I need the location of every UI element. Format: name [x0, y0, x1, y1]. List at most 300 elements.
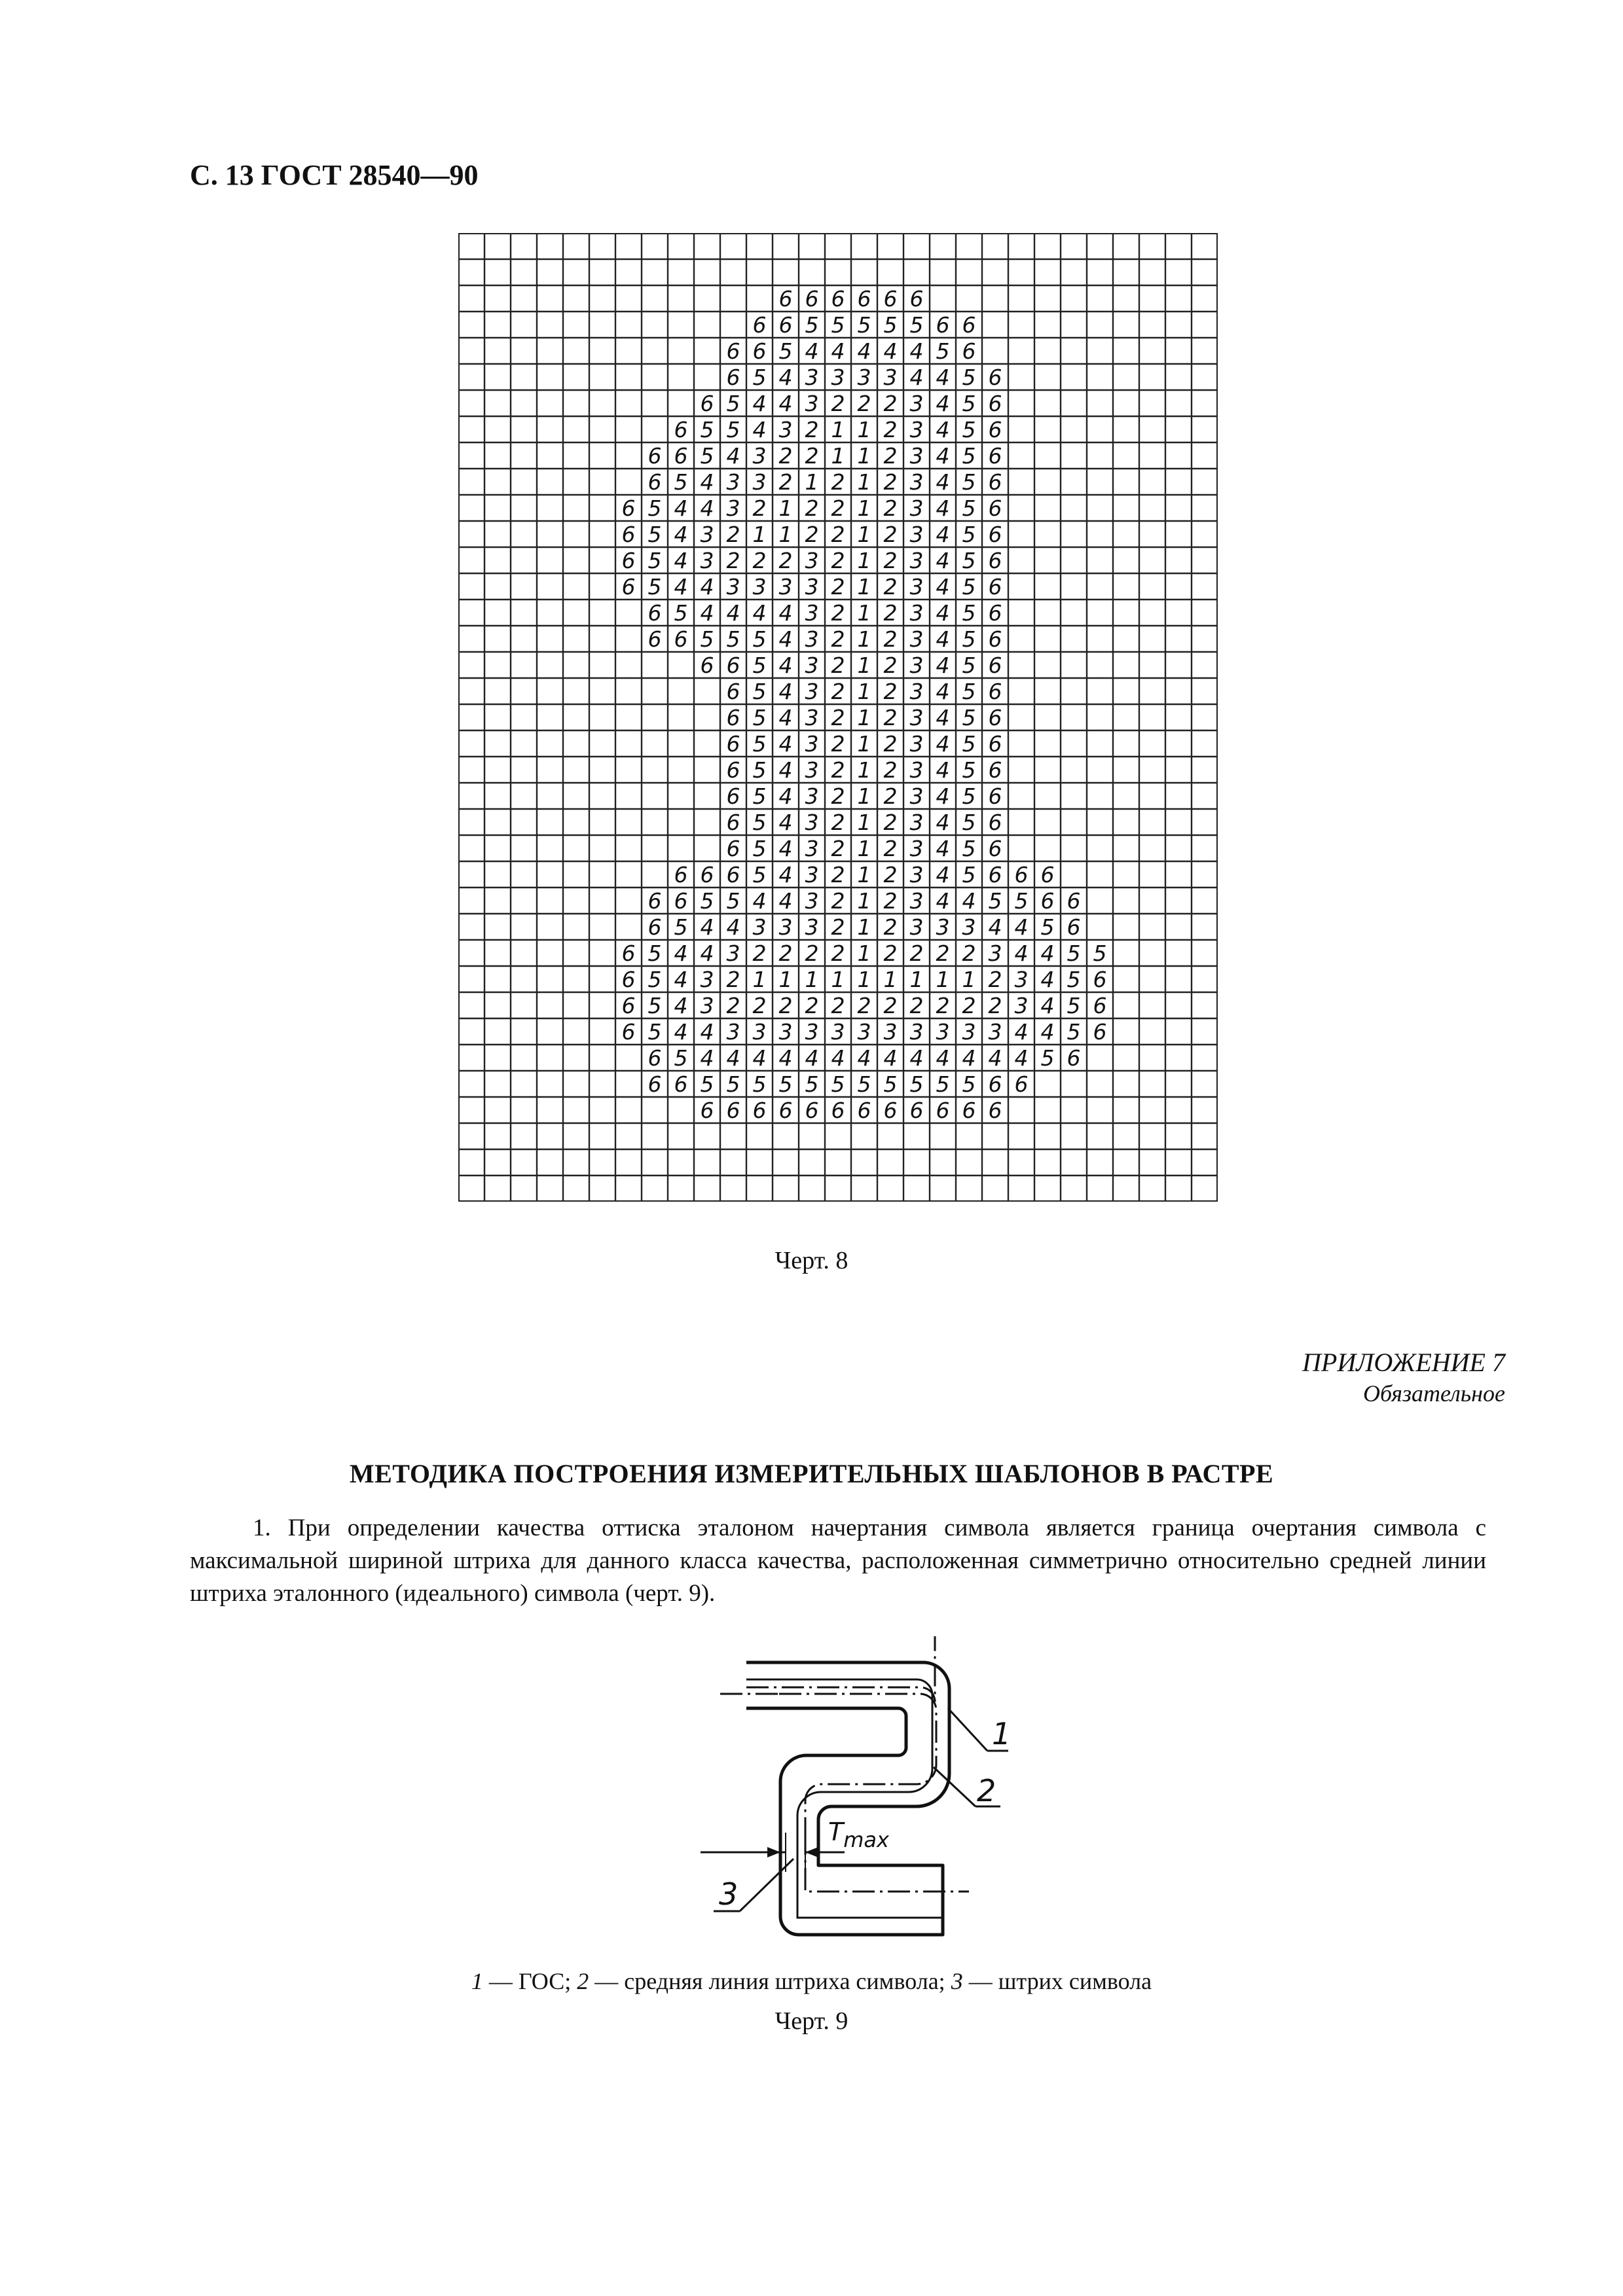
grid-cell-value: 2 — [831, 810, 845, 835]
grid-cell-value: 6 — [1067, 888, 1081, 914]
grid-cell-value: 2 — [831, 679, 845, 704]
grid-cell-value: 4 — [752, 600, 767, 626]
grid-cell-value: 2 — [883, 783, 898, 809]
grid-cell-value: 6 — [621, 993, 636, 1018]
grid-cell-value: 3 — [909, 626, 924, 652]
grid-cell-value: 5 — [752, 731, 767, 757]
grid-cell-value: 4 — [1040, 1019, 1055, 1045]
grid-cell-value: 6 — [988, 548, 1002, 573]
callout-2: 2 — [977, 1773, 996, 1808]
grid-cell-value: 2 — [883, 941, 898, 966]
grid-cell-value: 3 — [700, 522, 714, 547]
grid-cell-value: 6 — [883, 1098, 898, 1123]
grid-cell-value: 6 — [1093, 967, 1107, 992]
grid-cell-value: 3 — [909, 548, 924, 573]
grid-cell-value: 5 — [1040, 914, 1055, 940]
grid-cell-value: 2 — [752, 993, 767, 1018]
grid-cell-value: 4 — [778, 731, 793, 757]
grid-cell-value: 2 — [831, 653, 845, 678]
grid-cell-value: 6 — [962, 338, 976, 364]
grid-cell-value: 4 — [778, 705, 793, 730]
grid-cell-value: 5 — [752, 1071, 767, 1097]
grid-cell-value: 6 — [726, 1098, 740, 1123]
grid-cell-value: 2 — [831, 783, 845, 809]
grid-cell-value: 5 — [1067, 967, 1081, 992]
grid-cell-value: 2 — [883, 888, 898, 914]
legend-t3: — штрих символа — [962, 1968, 1152, 1994]
grid-cell-value: 3 — [752, 574, 767, 600]
grid-cell-value: 3 — [857, 1019, 871, 1045]
grid-cell-value: 3 — [700, 993, 714, 1018]
grid-cell-value: 1 — [752, 967, 767, 992]
grid-cell-value: 3 — [805, 574, 819, 600]
grid-cell-value: 4 — [674, 993, 688, 1018]
grid-cell-value: 3 — [909, 731, 924, 757]
grid-cell-value: 5 — [1014, 888, 1029, 914]
grid-cell-value: 4 — [700, 495, 714, 521]
grid-cell-value: 4 — [778, 836, 793, 861]
figure-9-legend — [0, 1967, 1623, 1995]
grid-cell-value: 3 — [936, 1019, 950, 1045]
grid-cell-value: 6 — [647, 1045, 662, 1071]
grid-cell-value: 6 — [988, 365, 1002, 390]
grid-cell-value: 4 — [936, 548, 950, 573]
grid-cell-value: 5 — [647, 522, 662, 547]
tmax-label — [828, 1818, 890, 1852]
grid-cell-value: 6 — [647, 469, 662, 495]
grid-cell-value: 6 — [726, 757, 740, 783]
grid-cell-value: 4 — [936, 365, 950, 390]
grid-cell-value: 3 — [805, 888, 819, 914]
grid-cell-value: 4 — [1014, 914, 1029, 940]
grid-cell-value: 4 — [936, 653, 950, 678]
grid-cell-value: 6 — [1040, 862, 1055, 888]
grid-cell-value: 2 — [805, 941, 819, 966]
grid-cell-value: 5 — [726, 626, 740, 652]
grid-cell-value: 6 — [700, 653, 714, 678]
grid-cell-value: 3 — [752, 914, 767, 940]
grid-cell-value: 2 — [778, 548, 793, 573]
grid-cell-value: 5 — [647, 548, 662, 573]
grid-cell-value: 6 — [621, 967, 636, 992]
grid-cell-value: 6 — [726, 679, 740, 704]
section-title: МЕТОДИКА ПОСТРОЕНИЯ ИЗМЕРИТЕЛЬНЫХ ШАБЛОНОВ В РАСТРЕ — [349, 1459, 1274, 1488]
grid-cell-value: 4 — [936, 705, 950, 730]
grid-cell-value: 1 — [857, 679, 871, 704]
grid-cell-value: 3 — [909, 417, 924, 442]
grid-cell-value: 5 — [647, 993, 662, 1018]
grid-cell-value: 5 — [1067, 993, 1081, 1018]
grid-cell-value: 2 — [726, 548, 740, 573]
grid-cell-value: 4 — [752, 1045, 767, 1071]
grid-cell-value: 1 — [857, 914, 871, 940]
grid-cell-value: 3 — [909, 862, 924, 888]
grid-cell-value: 3 — [883, 365, 898, 390]
grid-cell-value: 6 — [936, 1098, 950, 1123]
grid-cell-value: 4 — [752, 417, 767, 442]
grid-cell-value: 2 — [962, 993, 976, 1018]
grid-cell-value: 4 — [674, 1019, 688, 1045]
grid-cell-value: 6 — [752, 338, 767, 364]
grid-cell-value: 6 — [647, 443, 662, 469]
grid-cell-value: 5 — [752, 783, 767, 809]
grid-cell-value: 4 — [700, 914, 714, 940]
grid-cell-value: 2 — [936, 993, 950, 1018]
grid-cell-value: 4 — [936, 888, 950, 914]
grid-cell-value: 2 — [883, 993, 898, 1018]
grid-cell-value: 1 — [831, 417, 845, 442]
grid-cell-value: 1 — [857, 495, 871, 521]
grid-cell-value: 4 — [909, 1045, 924, 1071]
grid-cell-value: 6 — [778, 286, 793, 312]
grid-cell-value: 2 — [831, 705, 845, 730]
grid-cell-value: 6 — [805, 286, 819, 312]
grid-cell-value: 2 — [752, 941, 767, 966]
grid-cell-value: 2 — [883, 548, 898, 573]
grid-cell-value: 6 — [883, 286, 898, 312]
grid-cell-value: 4 — [1040, 941, 1055, 966]
grid-cell-value: 5 — [674, 1045, 688, 1071]
grid-cell-value: 3 — [909, 443, 924, 469]
grid-cell-value: 4 — [936, 574, 950, 600]
grid-cell-value: 5 — [962, 679, 976, 704]
appendix-subtitle: Обязательное — [1363, 1380, 1505, 1407]
grid-cell-value: 5 — [674, 914, 688, 940]
grid-cell-value: 1 — [857, 705, 871, 730]
grid-cell-value: 5 — [1093, 941, 1107, 966]
grid-cell-value: 5 — [988, 888, 1002, 914]
grid-cell-value: 6 — [726, 836, 740, 861]
grid-cell-value: 6 — [988, 705, 1002, 730]
grid-cell-value: 4 — [936, 600, 950, 626]
grid-cell-value: 6 — [1040, 888, 1055, 914]
grid-cell-value: 5 — [909, 312, 924, 338]
grid-cell-value: 6 — [988, 836, 1002, 861]
grid-cell-value: 3 — [805, 365, 819, 390]
grid-cell-value: 4 — [936, 783, 950, 809]
grid-cell-value: 3 — [805, 810, 819, 835]
grid-cell-value: 3 — [936, 914, 950, 940]
grid-cell-value: 1 — [857, 600, 871, 626]
grid-cell-value: 2 — [831, 757, 845, 783]
grid-cell-value: 5 — [962, 522, 976, 547]
grid-cell-value: 2 — [805, 443, 819, 469]
grid-cell-value: 2 — [778, 443, 793, 469]
grid-cell-value: 5 — [647, 967, 662, 992]
grid-cell-value: 1 — [857, 574, 871, 600]
grid-cell-value: 6 — [988, 417, 1002, 442]
grid-cell-value: 4 — [962, 888, 976, 914]
grid-cell-value: 3 — [805, 914, 819, 940]
grid-cell-value: 4 — [936, 1045, 950, 1071]
grid-cell-value: 3 — [909, 1019, 924, 1045]
grid-cell-value: 6 — [988, 391, 1002, 416]
grid-cell-value: 2 — [883, 574, 898, 600]
grid-cell-value: 1 — [909, 967, 924, 992]
grid-cell-value: 3 — [909, 495, 924, 521]
grid-cell-value: 5 — [752, 862, 767, 888]
grid-cell-value: 5 — [726, 391, 740, 416]
grid-cell-value: 6 — [621, 495, 636, 521]
grid-cell-value: 5 — [962, 365, 976, 390]
grid-cell-value: 6 — [621, 574, 636, 600]
tmax-main: T — [828, 1818, 844, 1846]
grid-cell-value: 4 — [778, 862, 793, 888]
grid-cell-value: 3 — [988, 1019, 1002, 1045]
grid-cell-value: 3 — [909, 574, 924, 600]
grid-cell-value: 1 — [752, 522, 767, 547]
grid-cell-value: 5 — [962, 757, 976, 783]
grid-cell-value: 2 — [831, 574, 845, 600]
grid-cell-value: 4 — [988, 914, 1002, 940]
grid-cell-value: 2 — [883, 810, 898, 835]
grid-cell-value: 5 — [962, 705, 976, 730]
grid-cell-value: 2 — [883, 469, 898, 495]
grid-cell-value: 5 — [778, 1071, 793, 1097]
grid-cell-value: 3 — [1014, 967, 1029, 992]
grid-cell-value: 1 — [857, 731, 871, 757]
grid-cell-value: 5 — [936, 1071, 950, 1097]
grid-cell-value: 4 — [778, 365, 793, 390]
grid-cell-value: 4 — [778, 1045, 793, 1071]
grid-cell-value: 2 — [883, 600, 898, 626]
grid-cell-value: 5 — [726, 1071, 740, 1097]
paragraph-1 — [190, 1512, 1486, 1610]
grid-cell-value: 4 — [778, 783, 793, 809]
grid-cell-value: 6 — [962, 1098, 976, 1123]
grid-cell-value: 1 — [778, 522, 793, 547]
grid-cell-value: 1 — [936, 967, 950, 992]
grid-cell-value: 2 — [752, 495, 767, 521]
grid-cell-value: 2 — [778, 993, 793, 1018]
grid-cell-value: 5 — [752, 626, 767, 652]
grid-cell-value: 1 — [857, 941, 871, 966]
grid-cell-value: 4 — [674, 495, 688, 521]
grid-cell-value: 2 — [883, 417, 898, 442]
grid-cell-value: 5 — [726, 417, 740, 442]
grid-cell-value: 4 — [936, 862, 950, 888]
grid-cell-value: 5 — [700, 888, 714, 914]
symbol-stroke — [746, 1679, 943, 1918]
grid-cell-value: 2 — [778, 469, 793, 495]
grid-cell-value: 4 — [778, 810, 793, 835]
legend-n1: 1 — [471, 1968, 483, 1994]
grid-cell-value: 4 — [778, 679, 793, 704]
grid-cell-value: 5 — [1040, 1045, 1055, 1071]
grid-cell-value: 6 — [988, 574, 1002, 600]
grid-cell-value: 1 — [857, 548, 871, 573]
grid-cell-value: 3 — [909, 679, 924, 704]
grid-cell-value: 3 — [909, 600, 924, 626]
grid-cell-value: 5 — [647, 495, 662, 521]
grid-cell-value: 3 — [805, 783, 819, 809]
grid-cell-value: 5 — [700, 417, 714, 442]
grid-cell-value: 6 — [1014, 1071, 1029, 1097]
grid-cell-value: 1 — [831, 967, 845, 992]
grid-cell-value: 6 — [674, 443, 688, 469]
grid-cell-value: 4 — [778, 888, 793, 914]
grid-cell-value: 3 — [962, 1019, 976, 1045]
grid-cell-value: 1 — [805, 967, 819, 992]
grid-cell-value: 3 — [726, 574, 740, 600]
grid-cell-value: 5 — [752, 679, 767, 704]
grid-cell-value: 5 — [674, 600, 688, 626]
grid-cell-value: 2 — [883, 626, 898, 652]
grid-cell-value: 5 — [962, 495, 976, 521]
tmax-sub: max — [843, 1827, 889, 1852]
grid-cell-value: 5 — [909, 1071, 924, 1097]
grid-cell-value: 2 — [883, 731, 898, 757]
grid-cell-value: 3 — [883, 1019, 898, 1045]
grid-cell-value: 1 — [831, 443, 845, 469]
paragraph-1-text: 1. При определении качества оттиска эталоном начертания символа является граница очертания символа с максимальной шириной штриха для данного класса качества, расположенная симметрично относительно средней линии штриха эталонного (идеального) символа (черт. 9). — [190, 1515, 1486, 1607]
grid-cell-value: 4 — [752, 391, 767, 416]
grid-cell-value: 3 — [805, 548, 819, 573]
grid-cell-value: 2 — [831, 888, 845, 914]
grid-cell-value: 1 — [857, 626, 871, 652]
symbol-outer-boundary — [746, 1662, 949, 1935]
grid-cell-value: 6 — [831, 286, 845, 312]
grid-cell-value: 4 — [1014, 1045, 1029, 1071]
grid-cell-value: 4 — [936, 626, 950, 652]
grid-cell-value: 6 — [988, 862, 1002, 888]
grid-cell-value: 3 — [962, 914, 976, 940]
grid-cell-value: 6 — [700, 862, 714, 888]
grid-cell-value: 6 — [988, 1098, 1002, 1123]
grid-cell-value: 6 — [726, 653, 740, 678]
grid-cell-value: 2 — [883, 757, 898, 783]
grid-cell-value: 4 — [805, 338, 819, 364]
grid-cell-value: 1 — [883, 967, 898, 992]
grid-cell-value: 2 — [805, 495, 819, 521]
grid-cell-value: 1 — [857, 888, 871, 914]
grid-cell-value: 3 — [805, 679, 819, 704]
grid-cell-value: 4 — [936, 495, 950, 521]
figure-8-caption: Черт. 8 — [775, 1247, 848, 1274]
grid-cell-value: 4 — [674, 574, 688, 600]
grid-cell-value: 3 — [909, 653, 924, 678]
legend-t2: — средняя линия штриха символа; — [589, 1968, 951, 1994]
grid-cell-value: 3 — [805, 757, 819, 783]
grid-cell-value: 3 — [778, 1019, 793, 1045]
grid-cell-value: 6 — [988, 443, 1002, 469]
grid-cell-value: 4 — [726, 1045, 740, 1071]
grid-cell-value: 6 — [831, 1098, 845, 1123]
grid-cell-value: 4 — [674, 522, 688, 547]
grid-cell-value: 6 — [674, 1071, 688, 1097]
figure-9-drawing — [681, 1636, 1048, 1964]
grid-cell-value: 6 — [647, 1071, 662, 1097]
grid-cell-value: 4 — [962, 1045, 976, 1071]
legend-t1: — ГОС; — [483, 1968, 577, 1994]
grid-cell-value: 3 — [909, 705, 924, 730]
grid-cell-value: 6 — [988, 626, 1002, 652]
grid-cell-value: 5 — [962, 836, 976, 861]
grid-cell-value: 6 — [988, 810, 1002, 835]
grid-cell-value: 5 — [752, 705, 767, 730]
grid-cell-value: 4 — [778, 600, 793, 626]
grid-cell-value: 6 — [988, 469, 1002, 495]
grid-cell-value: 6 — [647, 626, 662, 652]
grid-cell-value: 1 — [857, 469, 871, 495]
grid-cell-value: 4 — [936, 391, 950, 416]
grid-cell-value: 4 — [700, 941, 714, 966]
grid-cell-value: 3 — [752, 443, 767, 469]
grid-cell-value: 2 — [883, 495, 898, 521]
grid-cell-value: 5 — [1067, 941, 1081, 966]
grid-cell-value: 1 — [857, 967, 871, 992]
figure-8-grid — [458, 233, 1218, 1202]
grid-cell-value: 3 — [805, 626, 819, 652]
grid-cell-value: 6 — [726, 338, 740, 364]
grid-cell-value: 5 — [962, 731, 976, 757]
grid-cell-value: 5 — [805, 312, 819, 338]
grid-cell-value: 1 — [778, 495, 793, 521]
grid-cell-value: 6 — [805, 1098, 819, 1123]
grid-cell-value: 4 — [752, 888, 767, 914]
grid-cell-value: 6 — [621, 548, 636, 573]
grid-cell-value: 3 — [909, 783, 924, 809]
grid-cell-value: 4 — [805, 1045, 819, 1071]
grid-cell-value: 6 — [988, 600, 1002, 626]
grid-cell-value: 3 — [909, 914, 924, 940]
grid-cell-value: 4 — [1040, 993, 1055, 1018]
grid-cell-value: 4 — [883, 338, 898, 364]
grid-cell-value: 5 — [726, 888, 740, 914]
grid-cell-value: 5 — [752, 810, 767, 835]
grid-cell-value: 4 — [700, 600, 714, 626]
grid-cell-value: 3 — [726, 941, 740, 966]
grid-cell-value: 2 — [883, 522, 898, 547]
grid-cell-value: 2 — [883, 679, 898, 704]
grid-cell-value: 3 — [805, 1019, 819, 1045]
grid-cell-value: 5 — [1067, 1019, 1081, 1045]
grid-cell-value: 2 — [726, 522, 740, 547]
grid-cell-value: 2 — [831, 626, 845, 652]
grid-cell-value: 2 — [962, 941, 976, 966]
grid-cell-value: 6 — [1093, 1019, 1107, 1045]
grid-cell-value: 2 — [988, 993, 1002, 1018]
grid-cell-value: 4 — [936, 443, 950, 469]
grid-cell-value: 6 — [674, 626, 688, 652]
grid-cell-value: 4 — [726, 914, 740, 940]
grid-cell-value: 2 — [831, 941, 845, 966]
grid-cell-value: 5 — [831, 312, 845, 338]
grid-cell-value: 2 — [909, 941, 924, 966]
grid-cell-value: 2 — [805, 993, 819, 1018]
leader-1 — [948, 1708, 987, 1751]
grid-cell-value: 4 — [1014, 1019, 1029, 1045]
grid-cell-value: 5 — [805, 1071, 819, 1097]
grid-cell-value: 6 — [1093, 993, 1107, 1018]
grid-cell-value: 3 — [805, 705, 819, 730]
grid-cell-value: 1 — [857, 522, 871, 547]
legend-n2: 2 — [577, 1968, 589, 1994]
grid-cell-value: 4 — [700, 574, 714, 600]
grid-cell-value: 2 — [805, 417, 819, 442]
grid-cell-value: 6 — [647, 888, 662, 914]
grid-cell-value: 6 — [988, 522, 1002, 547]
grid-cell-value: 4 — [936, 417, 950, 442]
grid-cell-value: 3 — [805, 731, 819, 757]
grid-cell-value: 3 — [831, 365, 845, 390]
grid-cell-value: 2 — [909, 993, 924, 1018]
grid-cell-value: 5 — [883, 312, 898, 338]
grid-cell-value: 3 — [700, 548, 714, 573]
grid-cell-value: 3 — [752, 1019, 767, 1045]
grid-cell-value: 4 — [988, 1045, 1002, 1071]
grid-cell-value: 2 — [857, 993, 871, 1018]
